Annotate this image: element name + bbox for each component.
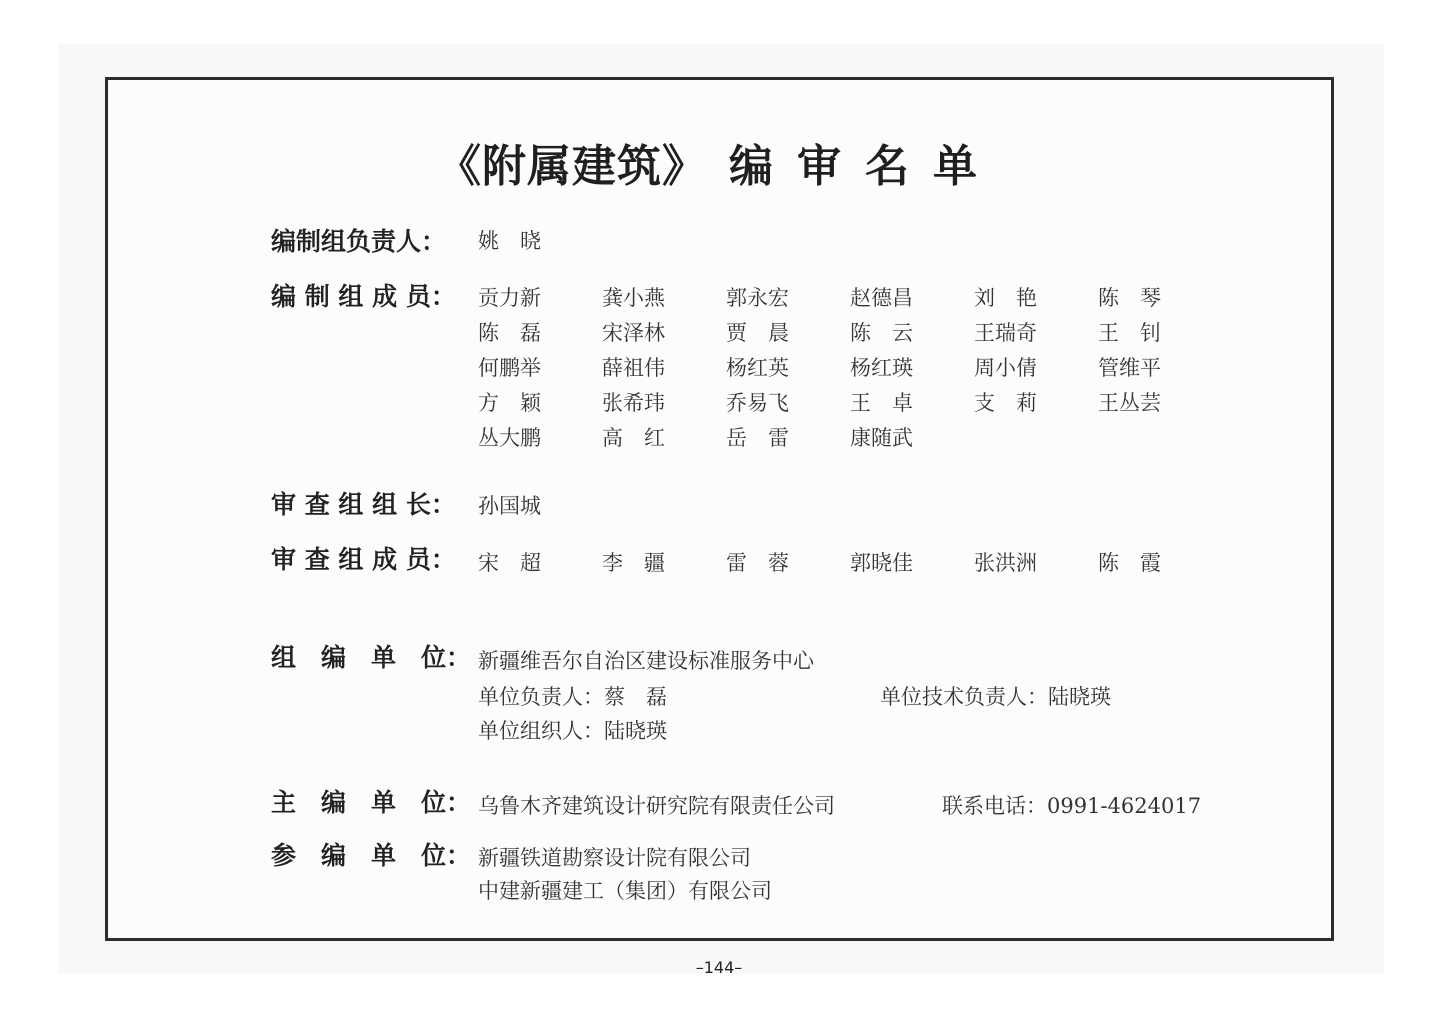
organizer-person-in-charge: 单位负责人：蔡 磊 [478,685,667,709]
compile-leader-name: 姚 晓 [478,229,541,253]
title-tail: 编审名单 [729,141,1001,192]
member-name: 薛祖伟 [602,356,665,380]
member-name: 雷 蓉 [726,551,789,575]
member-name: 张希玮 [602,391,665,415]
member-name: 陈 琴 [1098,286,1161,310]
organizer-person: 单位组织人：陆晓瑛 [478,719,667,743]
member-name: 赵德昌 [850,286,913,310]
page-number: –144– [695,958,743,977]
organizer-label: 组 编 单 位： [271,643,472,672]
member-name: 高 红 [602,426,665,450]
member-name: 支 莉 [974,391,1037,415]
review-leader-name: 孙国城 [478,494,541,518]
member-name: 贡力新 [478,286,541,310]
chief-editor-name: 乌鲁木齐建筑设计研究院有限责任公司 [478,794,835,818]
member-name: 陈 云 [850,321,913,345]
co-editor-name: 中建新疆建工（集团）有限公司 [478,879,772,903]
review-members-label: 审 查 组 成 员： [271,545,456,574]
member-name: 龚小燕 [602,286,665,310]
chief-editor-phone: 联系电话：0991-4624017 [942,794,1202,818]
compile-members-label: 编 制 组 成 员： [271,282,456,311]
member-name: 王瑞奇 [974,321,1037,345]
organizer-name: 新疆维吾尔自治区建设标准服务中心 [478,649,814,673]
member-name: 管维平 [1098,356,1161,380]
co-editors-label: 参 编 单 位： [271,841,472,870]
member-name: 陈 磊 [478,321,541,345]
review-leader-label: 审 查 组 组 长： [271,490,456,519]
member-name: 郭永宏 [726,286,789,310]
title-main: 《附属建筑》 [437,141,707,192]
member-name: 方 颖 [478,391,541,415]
member-name: 李 疆 [602,551,665,575]
member-name: 乔易飞 [726,391,789,415]
member-name: 王 卓 [850,391,913,415]
organizer-tech-in-charge: 单位技术负责人：陆晓瑛 [880,685,1111,709]
member-name: 王丛芸 [1098,391,1161,415]
member-name: 贾 晨 [726,321,789,345]
chief-editor-label: 主 编 单 位： [271,788,472,817]
member-name: 丛大鹏 [478,426,541,450]
member-name: 刘 艳 [974,286,1037,310]
member-name: 宋泽林 [602,321,665,345]
member-name: 王 钊 [1098,321,1161,345]
compile-leader-label: 编制组负责人： [271,227,447,256]
member-name: 郭晓佳 [850,551,913,575]
member-name: 张洪洲 [974,551,1037,575]
member-name: 何鹏举 [478,356,541,380]
member-name: 陈 霞 [1098,551,1161,575]
member-name: 周小倩 [974,356,1037,380]
member-name: 宋 超 [478,551,541,575]
member-name: 康随武 [850,426,913,450]
member-name: 杨红瑛 [850,356,913,380]
member-name: 岳 雷 [726,426,789,450]
co-editor-name: 新疆铁道勘察设计院有限公司 [478,846,751,870]
member-name: 杨红英 [726,356,789,380]
page-title [0,130,1438,194]
